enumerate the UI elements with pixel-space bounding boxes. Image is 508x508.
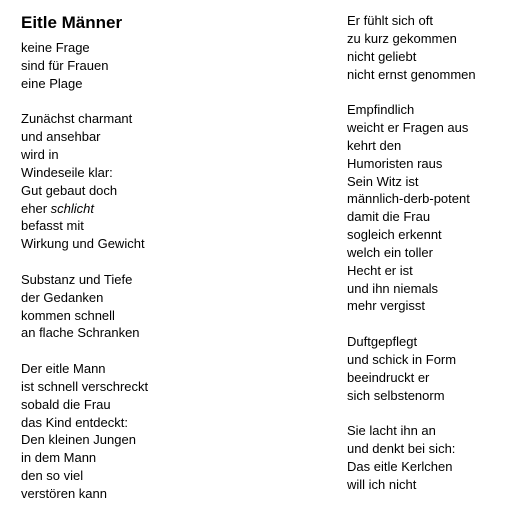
poem-line-text: Gut gebaut doch — [21, 182, 118, 198]
poem-line — [21, 431, 321, 449]
poem-line — [347, 48, 507, 66]
poem-line — [347, 190, 507, 208]
poem-line-text: sich selbstenorm — [347, 387, 445, 403]
poem-line — [21, 360, 321, 378]
poem-line-text: und ansehbar — [21, 129, 101, 145]
poem-line — [347, 387, 507, 405]
poem-line — [21, 164, 321, 182]
poem-line-text: Windeseile klar: — [21, 164, 113, 180]
poem-line-text: eher — [21, 200, 51, 216]
poem-line — [21, 146, 321, 164]
poem-line-text: sobald die Frau — [21, 396, 111, 412]
poem-line — [21, 378, 321, 396]
poem-line — [347, 12, 507, 30]
poem-line — [347, 262, 507, 280]
poem-line-text: Zunächst charmant — [21, 111, 133, 127]
poem-line — [347, 458, 507, 476]
poem-line — [21, 324, 321, 342]
poem-line-text: ist schnell verschreckt — [21, 378, 149, 394]
poem-line — [347, 297, 507, 315]
poem-line — [21, 200, 321, 218]
poem-line-text: und denkt bei sich: — [347, 441, 456, 457]
poem-line-text: den so viel — [21, 468, 84, 484]
poem-line-text: in dem Mann — [21, 450, 97, 466]
poem-line-text: Der eitle Mann — [21, 361, 106, 377]
stanza — [347, 422, 507, 493]
poem-line — [347, 30, 507, 48]
poem-line-text: eine Plage — [21, 75, 83, 91]
poem-line-text: nicht geliebt — [347, 48, 417, 64]
poem-line — [347, 422, 507, 440]
poem-line-text: nicht ernst genommen — [347, 66, 476, 82]
poem-line-text: Das eitle Kerlchen — [347, 458, 453, 474]
poem-line-text: damit die Frau — [347, 209, 431, 225]
poem-line — [347, 137, 507, 155]
poem-line — [21, 467, 321, 485]
poem-line-text: kommen schnell — [21, 307, 115, 323]
poem-line — [21, 289, 321, 307]
poem-line — [21, 485, 321, 503]
poem-line-text: welch ein toller — [347, 244, 433, 260]
poem-line-text: weicht er Fragen aus — [347, 120, 469, 136]
poem-line-text: Sie lacht ihn an — [347, 423, 436, 439]
poem-line — [21, 396, 321, 414]
poem-line-text: an flache Schranken — [21, 325, 140, 341]
poem-line — [347, 280, 507, 298]
poem-line — [21, 57, 321, 75]
poem-line-text: Er fühlt sich oft — [347, 13, 433, 28]
poem-line-text: mehr vergisst — [347, 298, 426, 314]
poem-line — [21, 235, 321, 253]
poem-line — [347, 173, 507, 191]
poem-line — [21, 182, 321, 200]
right-column — [347, 12, 507, 508]
stanza — [21, 39, 321, 93]
poem-title: Eitle Männer — [21, 13, 123, 32]
poem-line — [21, 307, 321, 325]
poem-line — [347, 208, 507, 226]
right-stanzas — [347, 12, 507, 494]
poem-line-text: Hecht er ist — [347, 262, 413, 278]
poem-line — [347, 333, 507, 351]
poem-line-text: der Gedanken — [21, 289, 104, 305]
poem-line — [347, 155, 507, 173]
stanza — [347, 333, 507, 404]
poem-line-text: sind für Frauen — [21, 57, 109, 73]
poem-line — [21, 271, 321, 289]
poem-line-text: Empfindlich — [347, 102, 415, 118]
stanza — [21, 271, 321, 342]
poem-line-text: verstören kann — [21, 485, 107, 501]
italic-word: schlicht — [50, 200, 94, 216]
poem-line-text: Sein Witz ist — [347, 173, 419, 189]
poem-line-text: männlich-derb-potent — [347, 191, 470, 207]
left-column — [21, 12, 321, 508]
poem-line-text: sogleich erkennt — [347, 227, 442, 243]
poem-line — [347, 101, 507, 119]
poem-line — [21, 414, 321, 432]
poem-line — [21, 110, 321, 128]
poem-line — [347, 476, 507, 494]
poem-line — [21, 39, 321, 57]
poem-line-text: kehrt den — [347, 137, 402, 153]
poem-line — [347, 351, 507, 369]
poem-line — [347, 119, 507, 137]
poem-line-text: Substanz und Tiefe — [21, 271, 133, 287]
poem-line — [347, 244, 507, 262]
poem-line-text: zu kurz gekommen — [347, 30, 457, 46]
poem-line-text: und schick in Form — [347, 351, 457, 367]
poem-line — [347, 66, 507, 84]
stanza — [347, 101, 507, 315]
poem-line-text: Duftgepflegt — [347, 334, 418, 350]
poem-line-text: beeindruckt er — [347, 369, 430, 385]
poem-line-text: befasst mit — [21, 218, 84, 234]
poem-line-text: wird in — [21, 147, 59, 163]
poem-line — [347, 369, 507, 387]
poem-line-text: und ihn niemals — [347, 280, 439, 296]
stanza — [21, 360, 321, 503]
poem-line — [21, 217, 321, 235]
poem-line — [21, 128, 321, 146]
poem-line-text: Den kleinen Jungen — [21, 432, 136, 448]
poem-line-text: will ich nicht — [347, 476, 417, 492]
poem-line — [347, 440, 507, 458]
poem-line-text: keine Frage — [21, 40, 90, 55]
poem-line — [347, 226, 507, 244]
stanza — [21, 110, 321, 253]
poem-line-text: das Kind entdeckt: — [21, 414, 128, 430]
poem-line — [21, 75, 321, 93]
left-stanzas — [21, 39, 321, 503]
poem-line-text: Wirkung und Gewicht — [21, 236, 145, 252]
poem-line — [21, 449, 321, 467]
poem-line-text: Humoristen raus — [347, 155, 443, 171]
stanza — [347, 12, 507, 83]
